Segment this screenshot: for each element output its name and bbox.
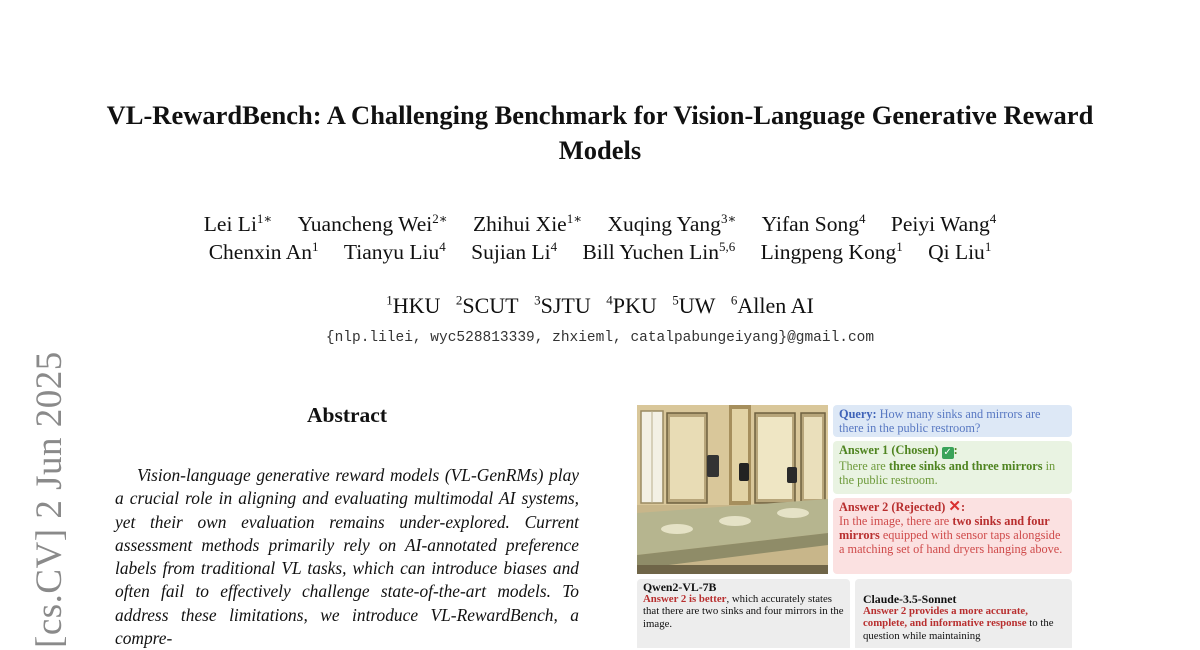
author — [471, 240, 557, 264]
checkmark-icon: ✓ — [943, 447, 952, 458]
restroom-photo — [637, 405, 828, 574]
author — [582, 240, 735, 264]
answer-2-text: In the image, there are — [839, 514, 953, 528]
affiliation-name: SJTU — [540, 293, 591, 318]
answer-1-label: Answer 1 (Chosen) — [839, 443, 939, 457]
affiliation — [731, 293, 814, 318]
author — [473, 212, 582, 236]
affiliation-name: UW — [678, 293, 716, 318]
affiliation-name: SCUT — [462, 293, 519, 318]
teaser-figure — [637, 405, 1073, 648]
query-box — [833, 405, 1072, 437]
author-affiliation-mark: 2∗ — [432, 210, 448, 226]
query-text: How many sinks and mirrors are there in the public restroom? — [839, 407, 1041, 435]
paper-title: VL-RewardBench: A Challenging Benchmark for Vision-Language Generative Reward Models — [106, 100, 1094, 165]
qwen-judgment-box — [637, 579, 850, 648]
author — [762, 212, 866, 236]
abstract-text: Vision-language generative reward models (VL-GenRMs) play a crucial role in aligning and evaluating multimodal AI systems, yet their own evaluation remains under-explored. Current assessment methods primarily rely on AI-annotated preference labels from traditional VL tasks, which can introduce biases and often fail to effectively challenge state-of-the-art models. To address these limitations, we introduce VL-RewardBench, a compre- — [115, 465, 579, 649]
answer-2-text-end: equipped with sensor taps alongside a matching set of hand dryers hanging above. — [839, 528, 1063, 556]
affiliation — [386, 293, 440, 318]
affiliation — [672, 293, 715, 318]
affiliation-mark: 1 — [386, 292, 393, 308]
author-emails: {nlp.lilei, wyc528813339, zhxieml, catalpabungeiyang}@gmail.com — [325, 330, 875, 346]
author — [344, 240, 446, 264]
qwen-model-name: Qwen2-VL-7B — [643, 580, 717, 594]
arxiv-identifier-stamp: [cs.CV] 2 Jun 2025 — [29, 351, 70, 648]
author-affiliation-mark: 5,6 — [719, 238, 736, 254]
cross-icon: ✕ — [948, 499, 961, 515]
author — [298, 212, 448, 236]
claude-verdict: Answer 2 provides a more accurate, complete, and informative response — [863, 605, 1028, 630]
author — [891, 212, 996, 236]
author-name: Tianyu Liu — [343, 240, 440, 264]
author-list — [100, 210, 1100, 266]
author-affiliation-mark: 1 — [312, 238, 319, 254]
qwen-verdict: Answer 2 is better — [643, 593, 727, 606]
answer-1-text: There are — [839, 459, 889, 473]
author-row-2 — [100, 238, 1100, 266]
claude-rationale: to the question while maintaining — [863, 617, 1054, 642]
author — [607, 212, 736, 236]
author-name: Lei Li — [203, 212, 257, 236]
answer-2-label: Answer 2 (Rejected) — [839, 500, 946, 514]
author — [928, 240, 991, 264]
answer-2-highlight: two sinks and four mirrors — [839, 514, 1050, 542]
claude-model-name: Claude-3.5-Sonnet — [863, 592, 957, 606]
query-label: Query: — [839, 407, 877, 421]
author-affiliation-mark: 3∗ — [720, 210, 737, 226]
author — [761, 240, 903, 264]
answer-1-text-end: in the public restroom. — [839, 459, 1056, 487]
author-affiliation-mark: 4 — [989, 210, 997, 226]
claude-judgment-box — [855, 579, 1072, 648]
author-name: Lingpeng Kong — [760, 240, 897, 264]
answer-1-highlight: three sinks and three mirrors — [888, 459, 1043, 473]
author-name: Qi Liu — [928, 240, 985, 264]
affiliation — [606, 293, 657, 318]
author-affiliation-mark: 1 — [896, 238, 903, 254]
affiliation-name: Allen AI — [737, 293, 814, 318]
author-affiliation-mark: 1∗ — [566, 210, 583, 226]
author-affiliation-mark: 1 — [984, 238, 992, 254]
affiliation — [456, 293, 519, 318]
author-name: Sujian Li — [471, 240, 551, 264]
author-name: Bill Yuchen Lin — [582, 240, 720, 264]
author-name: Zhihui Xie — [472, 212, 567, 236]
affiliation-mark: 3 — [534, 292, 541, 308]
qwen-rationale: , which accurately states that there are two sinks and four mirrors in the image. — [643, 593, 844, 630]
author — [209, 240, 319, 264]
affiliation-mark: 6 — [730, 292, 738, 308]
affiliation-mark: 5 — [672, 292, 679, 308]
author-row-1 — [100, 210, 1100, 238]
affiliation-name: PKU — [612, 293, 657, 318]
affiliation-mark: 2 — [455, 292, 463, 308]
author-name: Xuqing Yang — [607, 212, 721, 236]
restroom-photo-illustration — [637, 405, 828, 574]
answer-1-box: Answer 1 (Chosen) ✓ : There are three sinks and three mirrors in the public restroom. — [833, 441, 1072, 494]
author-name: Chenxin An — [208, 240, 313, 264]
author-affiliation-mark: 4 — [550, 238, 558, 254]
author-affiliation-mark: 4 — [859, 210, 866, 226]
affiliation — [534, 293, 591, 318]
author-name: Yuancheng Wei — [297, 212, 433, 236]
affiliation-list — [100, 293, 1100, 319]
author — [204, 212, 272, 236]
abstract-heading: Abstract — [306, 403, 387, 427]
author-affiliation-mark: 4 — [439, 238, 446, 254]
affiliation-mark: 4 — [606, 292, 613, 308]
author-name: Peiyi Wang — [890, 212, 990, 236]
affiliation-name: HKU — [392, 293, 441, 318]
answer-2-box: Answer 2 (Rejected) ✕: In the image, there are two sinks and four mirrors equipped with sensor taps alongside a matching set of hand dryers hanging above. — [833, 498, 1072, 574]
author-name: Yifan Song — [761, 212, 860, 236]
author-affiliation-mark: 1∗ — [256, 210, 273, 226]
